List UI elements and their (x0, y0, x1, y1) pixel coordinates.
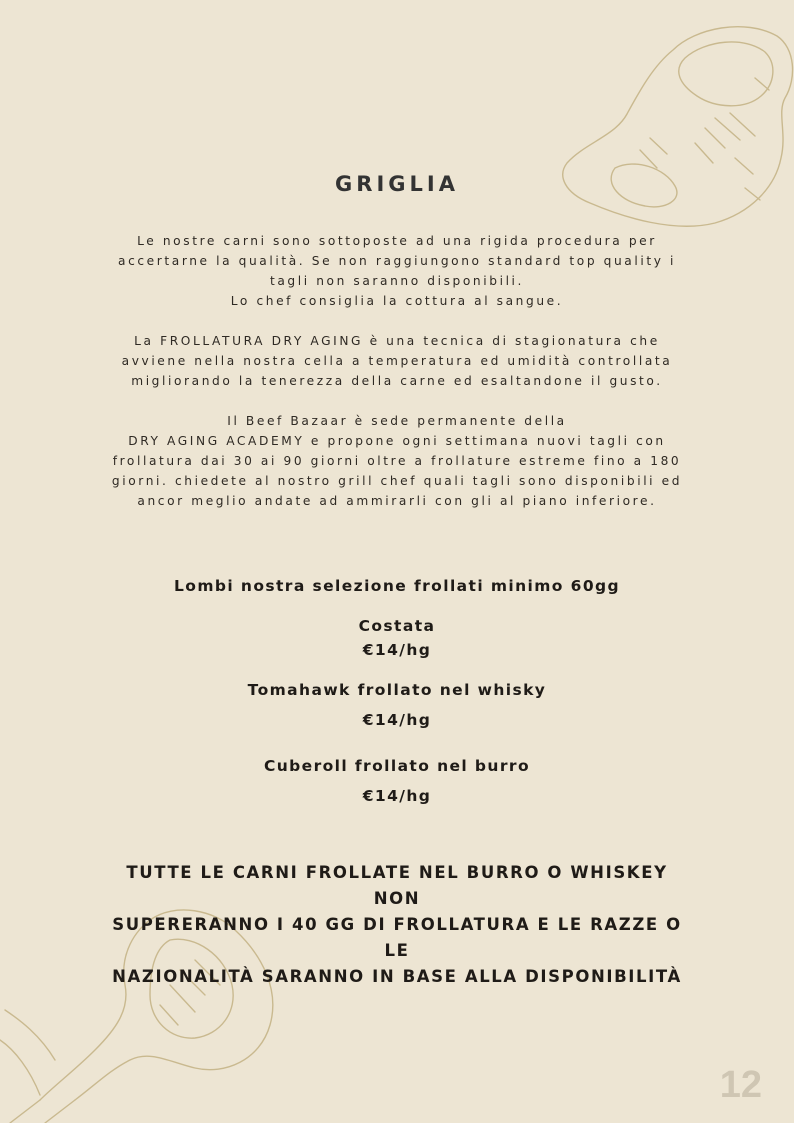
intro-line: avviene nella nostra cella a temperatura ed umidità controllata (121, 354, 673, 368)
intro-line: DRY AGING ACADEMY e propone ogni settimana nuovi tagli con (128, 434, 666, 448)
intro-line: Il Beef Bazaar è sede permanente della (227, 414, 567, 428)
intro-paragraph-dry-aging (86, 331, 708, 391)
intro-line: migliorando la tenerezza della carne ed esaltandone il gusto. (131, 374, 663, 388)
intro-line: Lo chef consiglia la cottura al sangue. (230, 294, 564, 308)
t-bone-steak-illustration-icon (555, 18, 794, 233)
page-number: 12 (719, 1064, 762, 1106)
closing-note-line: NAZIONALITÀ SARANNO IN BASE ALLA DISPONIBILITÀ (112, 967, 682, 986)
intro-line: frollatura dai 30 ai 90 giorni oltre a frollature estreme fino a 180 (112, 454, 682, 468)
menu-section-heading: Lombi nostra selezione frollati minimo 60gg (174, 577, 620, 595)
intro-line: accertarne la qualità. Se non raggiungono standard top quality i (118, 254, 676, 268)
menu-item-price: €14/hg (362, 711, 432, 729)
menu-item-name: Costata (358, 617, 436, 635)
menu-item-name: Tomahawk frollato nel whisky (247, 681, 547, 699)
closing-note-line: TUTTE LE CARNI FROLLATE NEL BURRO O WHISKEY NON (126, 863, 668, 908)
intro-line: giorni. chiedete al nostro grill chef quali tagli sono disponibili ed (111, 474, 683, 488)
intro-paragraph-academy (86, 411, 708, 511)
closing-note-line: SUPERERANNO I 40 GG DI FROLLATURA E LE RAZZE O LE (112, 915, 682, 960)
menu-item-price: €14/hg (362, 641, 432, 659)
menu-item-name: Cuberoll frollato nel burro (263, 757, 531, 775)
intro-line: tagli non saranno disponibili. (269, 274, 525, 288)
intro-line: La FROLLATURA DRY AGING è una tecnica di stagionatura che (134, 334, 660, 348)
menu-item-price: €14/hg (362, 787, 432, 805)
intro-paragraph-quality (86, 231, 708, 311)
page-title: GRIGLIA (335, 172, 459, 196)
closing-note (100, 860, 694, 990)
intro-line: ancor meglio andate ad ammirarli con gli al piano inferiore. (137, 494, 657, 508)
intro-line: Le nostre carni sono sottoposte ad una rigida procedura per (137, 234, 657, 248)
